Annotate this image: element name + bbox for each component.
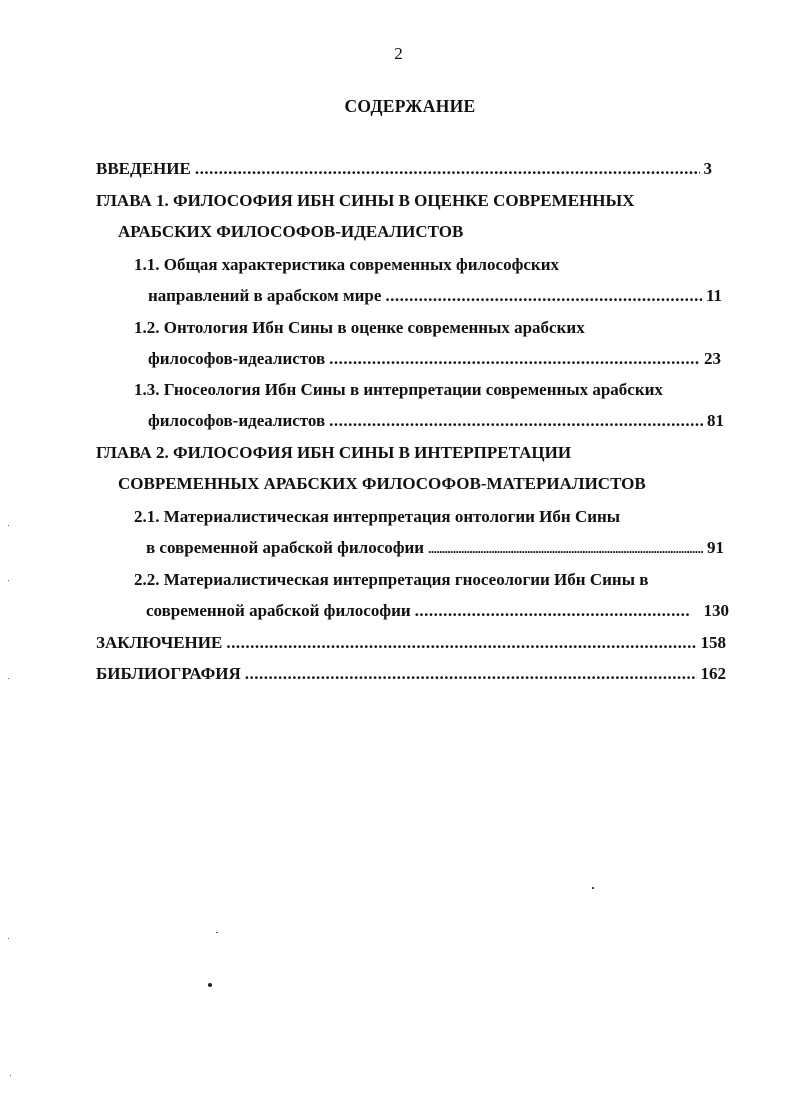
scan-speck	[8, 580, 9, 581]
leader-dots	[329, 349, 700, 369]
toc-chapter-1-line-1[interactable]: ГЛАВА 1. ФИЛОСОФИЯ ИБН СИНЫ В ОЦЕНКЕ СОВРЕМЕННЫХ	[96, 191, 635, 210]
entry-label: ЗАКЛЮЧЕНИЕ	[96, 633, 223, 652]
leader-dots	[195, 159, 700, 179]
scan-speck	[8, 678, 9, 679]
entry-page: 23	[704, 349, 721, 368]
scan-speck	[8, 525, 9, 526]
entry-page: 11	[705, 286, 722, 305]
toc-section-2-2-line-1[interactable]: 2.2. Материалистическая интерпретация гносеологии Ибн Сины в	[134, 570, 649, 589]
toc-section-1-3-line-1[interactable]: 1.3. Гносеология Ибн Сины в интерпретации современных арабских	[134, 380, 663, 399]
entry-label: направлений в арабском мире	[148, 286, 382, 305]
toc-section-1-3-line-2[interactable]	[148, 411, 724, 431]
leader-dots	[226, 633, 696, 653]
entry-page: 130	[703, 601, 729, 620]
entry-page: 81	[707, 411, 724, 430]
toc-entry-conclusion[interactable]	[96, 633, 726, 653]
toc-entry-introduction[interactable]	[96, 159, 712, 179]
entry-label: ВВЕДЕНИЕ	[96, 159, 191, 178]
entry-label: философов-идеалистов	[148, 411, 326, 430]
entry-label: БИБЛИОГРАФИЯ	[96, 664, 241, 683]
entry-page: 162	[700, 664, 726, 683]
entry-page: 91	[707, 538, 724, 557]
entry-label: философов-идеалистов	[148, 349, 326, 368]
entry-page: 158	[700, 633, 726, 652]
entry-label: в современной арабской философии	[146, 538, 425, 557]
toc-section-1-1-line-2[interactable]	[148, 286, 722, 306]
toc-section-1-2-line-1[interactable]: 1.2. Онтология Ибн Сины в оценке современных арабских	[134, 318, 585, 337]
toc-chapter-1-line-2[interactable]: АРАБСКИХ ФИЛОСОФОВ-ИДЕАЛИСТОВ	[118, 222, 464, 241]
scan-speck	[10, 1075, 11, 1076]
scan-speck	[216, 932, 218, 933]
toc-section-2-1-line-2[interactable]	[146, 538, 724, 559]
toc-section-1-2-line-2[interactable]	[148, 349, 721, 369]
toc-entry-bibliography[interactable]	[96, 664, 726, 684]
leader-dots	[415, 601, 690, 621]
toc-section-2-2-line-2[interactable]	[146, 601, 729, 621]
toc-section-2-1-line-1[interactable]: 2.1. Материалистическая интерпретация онтологии Ибн Сины	[134, 507, 621, 526]
toc-chapter-2-line-2[interactable]: СОВРЕМЕННЫХ АРАБСКИХ ФИЛОСОФОВ-МАТЕРИАЛИСТОВ	[118, 474, 646, 493]
leader-dots	[329, 411, 703, 431]
leader-dots	[245, 664, 697, 684]
entry-label: современной арабской философии	[146, 601, 411, 620]
toc-section-1-1-line-1[interactable]: 1.1. Общая характеристика современных философских	[134, 255, 559, 274]
scan-speck	[208, 983, 212, 987]
leader-dots	[428, 539, 703, 559]
page-number: 2	[394, 44, 403, 63]
scan-speck	[592, 887, 594, 889]
entry-page: 3	[703, 159, 712, 178]
toc-title: СОДЕРЖАНИЕ	[344, 96, 476, 116]
toc-chapter-2-line-1[interactable]: ГЛАВА 2. ФИЛОСОФИЯ ИБН СИНЫ В ИНТЕРПРЕТАЦИИ	[96, 443, 572, 462]
leader-dots	[385, 286, 702, 306]
scan-speck	[8, 938, 9, 939]
